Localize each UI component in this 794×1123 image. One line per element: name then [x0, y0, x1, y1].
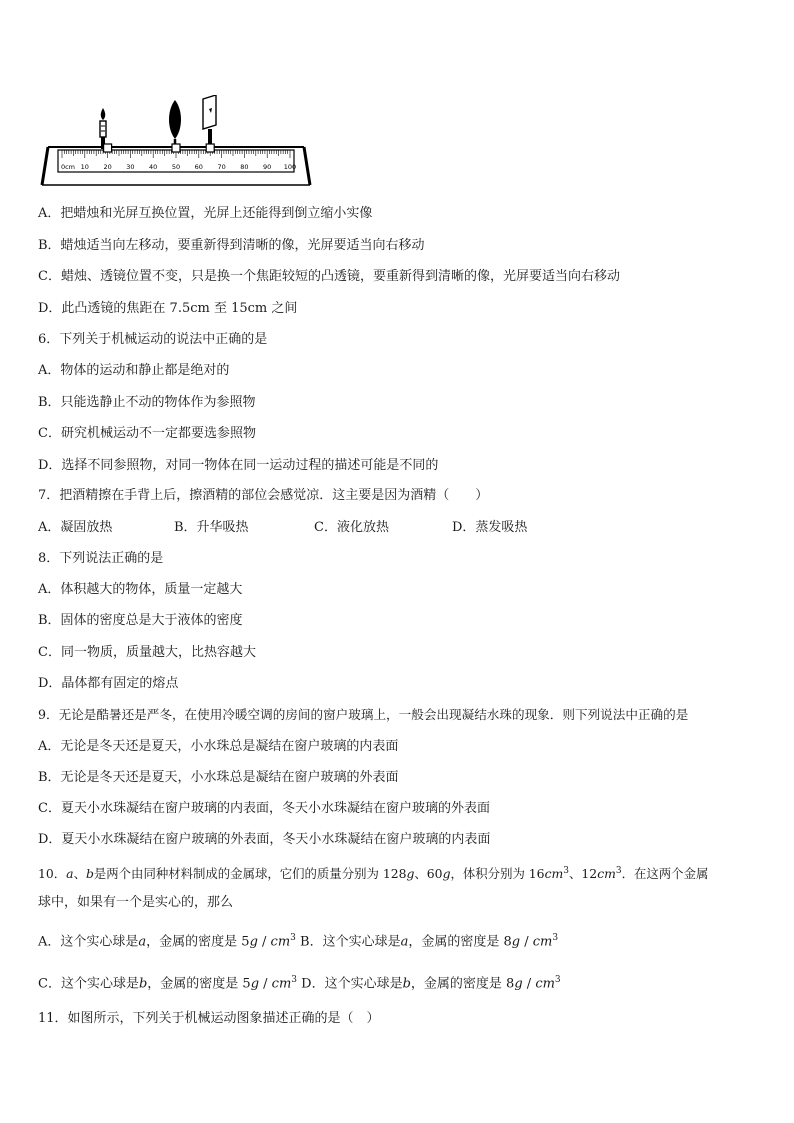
q7-stem: 7．把酒精擦在手背上后，擦酒精的部位会感觉凉．这主要是因为酒精（ ）	[38, 488, 489, 503]
q6-option-c: C．研究机械运动不一定都要选参照物	[38, 426, 256, 441]
q5-option-c: C．蜡烛、透镜位置不变，只是换一个焦距较短的凸透镜，要重新得到清晰的像，光屏要适当向右移动	[38, 269, 620, 284]
unit-slash: /	[259, 976, 272, 992]
q10-stem-text: ，体积分别为 16	[450, 866, 545, 882]
q10-stem-text: 是两个由同种材料制成的金属球，它们的质量分别为 128	[93, 866, 407, 882]
unit-slash: /	[520, 934, 533, 950]
exponent: 3	[563, 866, 570, 876]
exponent: 3	[615, 866, 622, 876]
q7-option-a: A．凝固放热	[38, 520, 113, 535]
q9-option-d: D．夏天小水珠凝结在窗户玻璃的外表面，冬天小水珠凝结在窗户玻璃的内表面	[38, 832, 491, 847]
q9-stem: 9．无论是酷暑还是严冬，在使用冷暖空调的房间的窗户玻璃上，一般会出现凝结水珠的现象．则下列说法中正确的是	[38, 707, 689, 722]
ruler-tick-label: 90	[263, 163, 272, 171]
q6-stem: 6．下列关于机械运动的说法中正确的是	[38, 332, 268, 347]
candle-holder	[104, 144, 112, 152]
ruler-tick-label: 10	[80, 163, 89, 171]
unit-cm: cm	[597, 866, 616, 882]
unit-cm: cm	[270, 934, 291, 950]
var: b	[138, 976, 148, 992]
q7-option-b: B．升华吸热	[174, 520, 249, 535]
q10-option-b	[300, 929, 558, 951]
q10-options-ab	[38, 929, 558, 951]
unit-cm: cm	[532, 934, 553, 950]
q8-option-b: B．固体的密度总是大于液体的密度	[38, 613, 243, 628]
q8-option-c: C．同一物质，质量越大，比热容越大	[38, 645, 256, 660]
q6-option-a: A．物体的运动和静止都是绝对的	[38, 363, 230, 378]
q5-option-b: B．蜡烛适当向左移动，要重新得到清晰的像，光屏要适当向右移动	[38, 238, 425, 253]
q11-stem: 11．如图所示，下列关于机械运动图象描述正确的是（ ）	[38, 1011, 380, 1026]
lens-icon	[169, 100, 181, 149]
option-text: D．这个实心球是	[301, 976, 403, 992]
screen-holder	[206, 144, 214, 152]
unit-g: g	[514, 976, 523, 992]
unit-g: g	[442, 866, 451, 882]
q5-option-d: D．此凸透镜的焦距在 7.5cm 至 15cm 之间	[38, 301, 298, 316]
unit-cm: cm	[544, 866, 564, 882]
var-b: b	[85, 866, 94, 882]
ruler-tick-label: 50	[171, 163, 181, 171]
ruler-tick-label: 60	[194, 163, 203, 171]
q7-option-d: D．蒸发吸热	[452, 520, 528, 535]
optical-bench-figure	[40, 95, 312, 190]
option-text: C．这个实心球是	[38, 976, 139, 992]
option-text: B．这个实心球是	[300, 934, 401, 950]
q10-number: 10．	[38, 866, 67, 882]
ruler-tick-label: 70	[217, 163, 226, 171]
option-text: A．这个实心球是	[38, 934, 139, 950]
option-text: ，金属的密度是 8	[408, 934, 512, 950]
q7-options	[38, 519, 527, 537]
ruler-tick-label: 20	[103, 163, 112, 171]
q6-option-b: B．只能选静止不动的物体作为参照物	[38, 395, 256, 410]
q7-option-c: C．液化放热	[314, 520, 389, 535]
q8-option-d: D．晶体都有固定的熔点	[38, 676, 179, 691]
separator: 、	[73, 866, 86, 882]
q9-option-c: C．夏天小水珠凝结在窗户玻璃的内表面，冬天小水珠凝结在窗户玻璃的外表面	[38, 801, 490, 816]
var: b	[402, 976, 411, 992]
exponent: 3	[554, 975, 561, 985]
q10-option-a	[38, 929, 296, 951]
exponent: 3	[552, 933, 559, 943]
q8-stem: 8．下列说法正确的是	[38, 551, 164, 566]
q10-stem-line2: 球中，如果有一个是实心的，那么	[38, 895, 234, 910]
q9-option-a: A．无论是冬天还是夏天，小水珠总是凝结在窗户玻璃的内表面	[38, 739, 399, 754]
q10-stem-text: 、60	[414, 866, 443, 882]
option-text: ，金属的密度是 5	[146, 934, 250, 950]
ruler-tick-label: 30	[126, 163, 135, 171]
unit-slash: /	[522, 976, 536, 992]
q5-option-a: A．把蜡烛和光屏互换位置，光屏上还能得到倒立缩小实像	[38, 206, 373, 221]
unit-g: g	[511, 934, 521, 950]
exponent: 3	[290, 933, 296, 943]
option-text: ，金属的密度是 5	[147, 976, 251, 992]
ruler-tick-label: 0cm	[60, 163, 76, 171]
q10-option-c	[38, 971, 297, 993]
candle-icon	[100, 108, 106, 149]
q10-option-d	[301, 971, 561, 993]
unit-cm: cm	[271, 976, 292, 992]
unit-cm: cm	[535, 976, 555, 992]
q10-stem-text: 、12	[569, 866, 598, 882]
lens-holder	[172, 144, 180, 152]
exponent: 3	[291, 975, 298, 985]
light-screen-icon	[203, 95, 216, 149]
q6-option-d: D．选择不同参照物，对同一物体在同一运动过程的描述可能是不同的	[38, 458, 439, 473]
unit-slash: /	[257, 934, 271, 950]
q8-option-a: A．体积越大的物体，质量一定越大	[38, 582, 243, 597]
option-text: ，金属的密度是 8	[410, 976, 515, 992]
q10-options-cd	[38, 971, 561, 993]
q10-stem	[38, 862, 708, 883]
unit-g: g	[250, 976, 260, 992]
q9-option-b: B．无论是冬天还是夏天，小水珠总是凝结在窗户玻璃的外表面	[38, 770, 399, 785]
unit-g: g	[249, 934, 258, 950]
var: a	[400, 934, 409, 950]
q10-stem-text: ．在这两个金属	[621, 866, 709, 882]
unit-g: g	[406, 866, 415, 882]
ruler-tick-label: 40	[149, 163, 158, 171]
ruler-tick-label: 80	[240, 163, 249, 171]
var-a: a	[66, 866, 74, 882]
var: a	[138, 934, 147, 950]
ruler-tick-label: 100	[283, 163, 297, 171]
